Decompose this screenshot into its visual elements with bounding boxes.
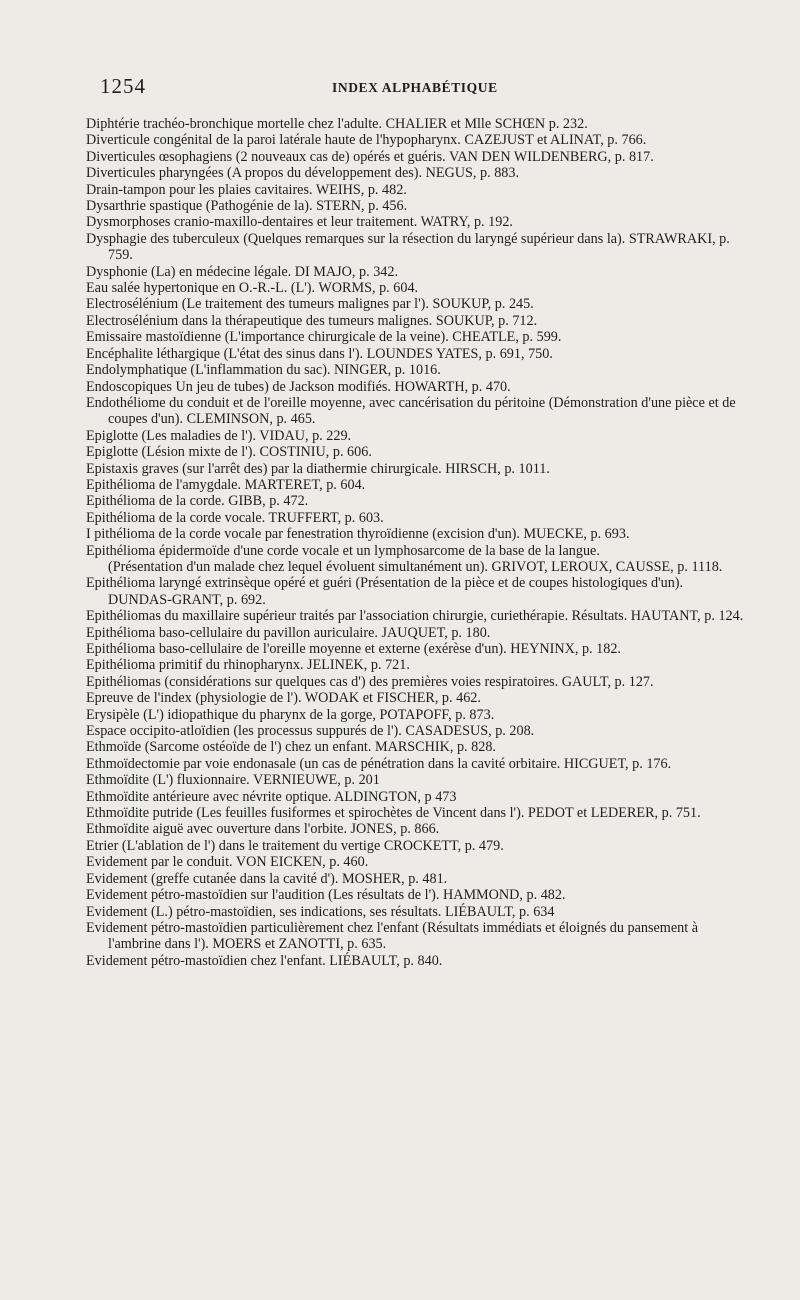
index-entry: Drain-tampon pour les plaies cavitaires. WEIHS, p. 482.: [86, 181, 407, 198]
index-entry: Epithélioma de la corde vocale. TRUFFERT, p. 603.: [86, 509, 384, 526]
index-entry: Epithéliomas du maxillaire supérieur traités par l'association chirurgie, curiethérapie. Résultats. HAUTANT, p. 124.: [86, 608, 744, 625]
index-entry: Evidement pétro-mastoïdien particulièrement chez l'enfant (Résultats immédiats et éloignés du pansement à l'ambrine dans l'). MOERS et ZANOTTI, p. 635.: [86, 919, 699, 953]
index-entry: Epithélioma laryngé extrinsèque opéré et guéri (Présentation de la pièce et de coupes histologiques d'un). DUNDAS-GRANT, p. 692.: [86, 575, 684, 608]
index-entry: Ethmoïdite antérieure avec névrite optique. ALDINGTON, p 473: [86, 788, 457, 805]
index-entry: Epithélioma baso-cellulaire du pavillon auriculaire. JAUQUET, p. 180.: [86, 624, 491, 641]
index-entry: Endolymphatique (L'inflammation du sac). NINGER, p. 1016.: [86, 362, 441, 379]
page-number: 1254: [100, 74, 146, 98]
index-entry: Dysphagie des tuberculeux (Quelques remarques sur la résection du laryngé supérieur dans la). STRAWRAKI, p. 759.: [86, 230, 730, 264]
index-entry-continuation: (Présentation d'un malade chez lequel évoluent simultanément un). GRIVOT, LEROUX, CAUSSE, p. 1118.: [108, 558, 723, 575]
index-entry: Ethmoïdite aiguë avec ouverture dans l'orbite. JONES, p. 866.: [86, 821, 440, 838]
index-entry: Evidement (L.) pétro-mastoïdien, ses indications, ses résultats. LIÉBAULT, p. 634: [86, 903, 555, 920]
index-entry: Endothéliome du conduit et de l'oreille moyenne, avec cancérisation du péritoine (Démonstration d'une pièce et de coupes d'un). CLEMINSON, p. 465.: [86, 394, 736, 428]
index-entry: Epithélioma primitif du rhinopharynx. JELINEK, p. 721.: [86, 657, 410, 674]
index-entry: Evidement pétro-mastoïdien sur l'audition (Les résultats de l'). HAMMOND, p. 482.: [86, 887, 566, 904]
index-entry: Epiglotte (Lésion mixte de l'). COSTINIU, p. 606.: [86, 444, 372, 461]
index-entry: Eau salée hypertonique en O.-R.-L. (L'). WORMS, p. 604.: [86, 280, 419, 297]
index-entry: Ethmoïdite (L') fluxionnaire. VERNIEUWE, p. 201: [86, 772, 380, 789]
index-entry: Espace occipito-atloïdien (les processus suppurés de l'). CASADESUS, p. 208.: [86, 723, 535, 740]
index-entry: I pithélioma de la corde vocale par fenestration thyroïdienne (excision d'un). MUECKE, p. 693.: [86, 526, 630, 543]
index-entry: Ethmoïde (Sarcome ostéoïde de l') chez un enfant. MARSCHIK, p. 828.: [86, 739, 496, 756]
index-entry: Evidement pétro-mastoïdien chez l'enfant. LIÉBAULT, p. 840.: [86, 952, 443, 969]
index-entry: Epithélioma de l'amygdale. MARTERET, p. 604.: [86, 476, 366, 493]
index-entry: Epithélioma épidermoïde d'une corde vocale et un lymphosarcome de la base de la langue.: [86, 542, 600, 559]
index-entry: Emissaire mastoïdienne (L'importance chirurgicale de la veine). CHEATLE, p. 599.: [86, 329, 562, 346]
page-header: [100, 74, 740, 104]
index-entry: Epiglotte (Les maladies de l'). VIDAU, p. 229.: [86, 427, 352, 444]
index-entry: Ethmoïdectomie par voie endonasale (un cas de pénétration dans la cavité orbitaire. HICGUET, p. 176.: [86, 755, 672, 772]
index-entry: Epithélioma de la corde. GIBB, p. 472.: [86, 493, 309, 510]
index-entry: Electrosélénium (Le traitement des tumeurs malignes par l'). SOUKUP, p. 245.: [86, 296, 534, 313]
index-entry: Diverticules pharyngées (A propos du développement des). NEGUS, p. 883.: [86, 165, 520, 182]
index-entry: Dysmorphoses cranio-maxillo-dentaires et leur traitement. WATRY, p. 192.: [86, 214, 513, 231]
index-entry: Dysarthrie spastique (Pathogénie de la). STERN, p. 456.: [86, 198, 408, 215]
index-entry: Endoscopiques Un jeu de tubes) de Jackson modifiés. HOWARTH, p. 470.: [86, 378, 511, 395]
index-entry: Electrosélénium dans la thérapeutique des tumeurs malignes. SOUKUP, p. 712.: [86, 312, 538, 329]
index-entry: Ethmoïdite putride (Les feuilles fusiformes et spirochètes de Vincent dans l'). PEDOT et LEDERER, p. 751.: [86, 805, 701, 822]
index-entry: Epreuve de l'index (physiologie de l'). WODAK et FISCHER, p. 462.: [86, 690, 481, 707]
index-entry: Etrier (L'ablation de l') dans le traitement du vertige CROCKETT, p. 479.: [86, 837, 504, 854]
index-entry: Evidement par le conduit. VON EICKEN, p. 460.: [86, 854, 369, 871]
index-entry: Evidement (greffe cutanée dans la cavité d'). MOSHER, p. 481.: [86, 870, 448, 887]
index-entry: Diverticule congénital de la paroi latérale haute de l'hypopharynx. CAZEJUST et ALINAT, p. 766.: [86, 132, 647, 149]
index-entry: Encéphalite léthargique (L'état des sinus dans l'). LOUNDES YATES, p. 691, 750.: [86, 345, 553, 362]
running-head: INDEX ALPHABÉTIQUE: [332, 80, 498, 95]
index-entry: Epithéliomas (considérations sur quelques cas d') des premières voies respiratoires. GAULT, p. 127.: [86, 673, 654, 690]
index-entry: Erysipèle (L') idiopathique du pharynx de la gorge, POTAPOFF, p. 873.: [86, 706, 495, 723]
index-entries: [86, 116, 748, 969]
index-entry: Dysphonie (La) en médecine légale. DI MAJO, p. 342.: [86, 263, 399, 280]
index-entry: Epithélioma baso-cellulaire de l'oreille moyenne et externe (exérèse d'un). HEYNINX, p. 182.: [86, 641, 621, 657]
index-entry: Diphtérie trachéo-bronchique mortelle chez l'adulte. CHALIER et Mlle SCHŒN p. 232.: [86, 116, 588, 132]
index-entry: Epistaxis graves (sur l'arrêt des) par la diathermie chirurgicale. HIRSCH, p. 1011.: [86, 460, 550, 477]
index-entry: Diverticules œsophagiens (2 nouveaux cas de) opérés et guéris. VAN DEN WILDENBERG, p. 817.: [86, 148, 654, 165]
